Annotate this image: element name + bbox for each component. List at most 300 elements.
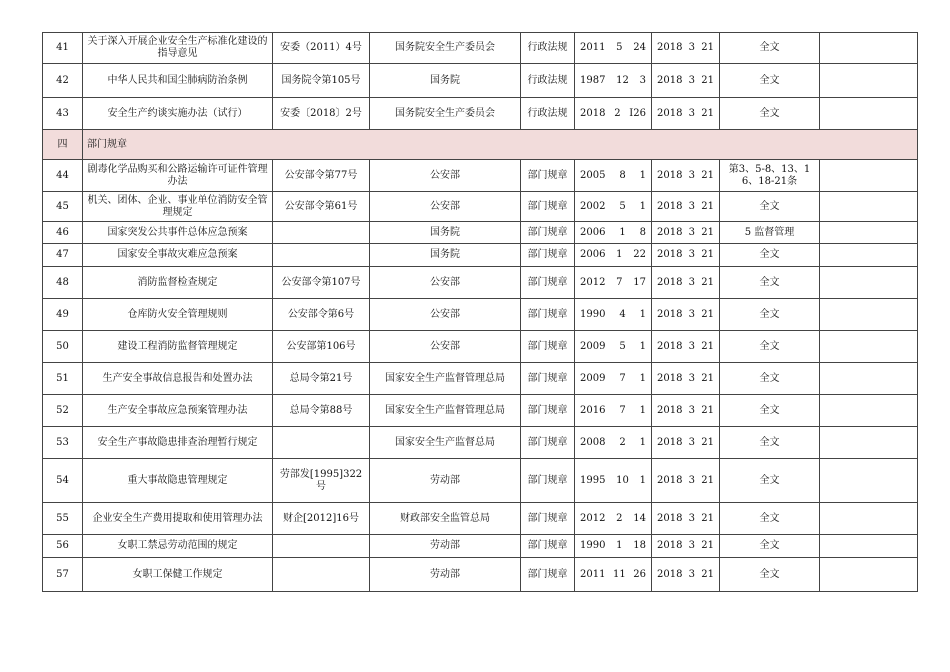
regulation-type-cell: 部门规章 <box>521 299 575 331</box>
regulation-type-cell: 部门规章 <box>521 160 575 192</box>
chk-day: 21 <box>701 404 714 416</box>
chk-month: 3 <box>688 169 696 181</box>
remarks-cell <box>820 395 918 427</box>
issuing-authority-cell: 国务院 <box>370 222 521 244</box>
chk-day: 21 <box>701 200 714 212</box>
pub-year: 2008 <box>580 436 606 448</box>
pub-date-cell <box>575 299 652 331</box>
row-number-cell: 43 <box>43 98 83 130</box>
pub-month: 5 <box>616 42 623 53</box>
table-row <box>43 299 918 331</box>
chk-date <box>654 540 717 552</box>
pub-day: 1 <box>639 308 646 320</box>
chk-year: 2018 <box>657 169 683 181</box>
chk-year: 2018 <box>657 276 683 288</box>
pub-date <box>577 405 649 417</box>
applicable-scope-cell: 全文 <box>720 299 820 331</box>
pub-year: 2011 <box>580 42 606 53</box>
issuing-authority-cell: 劳动部 <box>370 459 521 503</box>
applicable-scope-cell: 5 监督管理 <box>720 222 820 244</box>
chk-date <box>654 341 717 353</box>
pub-year: 2012 <box>580 276 606 288</box>
regulation-name-cell: 仓库防火安全管理规则 <box>83 299 273 331</box>
pub-day: 8 <box>639 226 646 238</box>
pub-date <box>577 277 649 289</box>
chk-year: 2018 <box>657 404 683 416</box>
applicable-scope-cell: 全文 <box>720 363 820 395</box>
issuing-authority-cell: 公安部 <box>370 267 521 299</box>
chk-month: 3 <box>688 308 696 320</box>
remarks-cell <box>820 33 918 64</box>
chk-month: 3 <box>688 249 696 260</box>
pub-year: 2018 <box>580 107 606 119</box>
chk-date <box>654 42 717 54</box>
chk-year: 2018 <box>657 200 683 212</box>
pub-day: 18 <box>633 540 646 551</box>
regulation-type-cell: 部门规章 <box>521 363 575 395</box>
remarks-cell <box>820 535 918 558</box>
issuing-authority-cell: 公安部 <box>370 160 521 192</box>
document-number-cell: 劳部发[1995]322号 <box>273 459 370 503</box>
remarks-cell <box>820 459 918 503</box>
pub-year: 2012 <box>580 512 606 524</box>
pub-month: 7 <box>616 276 623 288</box>
document-number-cell: 公安部令第107号 <box>273 267 370 299</box>
regulation-type-cell: 部门规章 <box>521 192 575 222</box>
row-number-cell: 50 <box>43 331 83 363</box>
issuing-authority-cell: 国务院 <box>370 244 521 267</box>
issuing-authority-cell: 公安部 <box>370 192 521 222</box>
table-row <box>43 427 918 459</box>
regulation-type-cell: 行政法规 <box>521 98 575 130</box>
applicable-scope-cell: 全文 <box>720 558 820 592</box>
regulation-type-cell: 部门规章 <box>521 222 575 244</box>
row-number-cell: 44 <box>43 160 83 192</box>
regulation-name-cell: 关于深入开展企业安全生产标准化建设的指导意见 <box>83 33 273 64</box>
applicable-scope-cell: 全文 <box>720 64 820 98</box>
pub-month: 2 <box>616 512 623 524</box>
regulation-type-cell: 部门规章 <box>521 535 575 558</box>
chk-day: 21 <box>701 107 714 119</box>
applicable-scope-cell: 全文 <box>720 427 820 459</box>
chk-day: 21 <box>701 74 714 86</box>
document-number-cell: 公安部令第77号 <box>273 160 370 192</box>
chk-day: 21 <box>701 568 714 580</box>
document-number-cell: 公安部令第61号 <box>273 192 370 222</box>
chk-month: 3 <box>688 540 696 551</box>
chk-month: 3 <box>688 404 696 416</box>
issuing-authority-cell: 财政部安全监管总局 <box>370 503 521 535</box>
table-row <box>43 331 918 363</box>
regulation-type-cell: 部门规章 <box>521 395 575 427</box>
pub-date <box>577 540 649 552</box>
document-number-cell <box>273 222 370 244</box>
applicable-scope-cell: 全文 <box>720 331 820 363</box>
applicable-scope-cell: 全文 <box>720 535 820 558</box>
regulation-name-cell: 重大事故隐患管理规定 <box>83 459 273 503</box>
pub-day: 1 <box>639 404 646 416</box>
chk-day: 21 <box>701 226 714 238</box>
pub-date-cell <box>575 427 652 459</box>
table-row <box>43 395 918 427</box>
chk-date <box>654 569 717 581</box>
pub-date <box>577 309 649 321</box>
pub-month: 10 <box>616 474 629 486</box>
row-number-cell: 52 <box>43 395 83 427</box>
chk-date-cell <box>652 503 720 535</box>
chk-date-cell <box>652 64 720 98</box>
pub-year: 2009 <box>580 340 606 352</box>
regulation-type-cell: 部门规章 <box>521 331 575 363</box>
regulation-name-cell: 安全生产事故隐患排查治理暂行规定 <box>83 427 273 459</box>
table-row <box>43 244 918 267</box>
row-number-cell: 53 <box>43 427 83 459</box>
document-number-cell: 公安部第106号 <box>273 331 370 363</box>
chk-date <box>654 437 717 449</box>
pub-day: 1 <box>639 200 646 212</box>
pub-day: 24 <box>633 42 646 53</box>
issuing-authority-cell: 公安部 <box>370 299 521 331</box>
regulation-type-cell: 部门规章 <box>521 558 575 592</box>
issuing-authority-cell: 国家安全生产监督管理总局 <box>370 363 521 395</box>
issuing-authority-cell: 国务院安全生产委员会 <box>370 33 521 64</box>
remarks-cell <box>820 222 918 244</box>
pub-date <box>577 42 649 54</box>
row-number-cell: 55 <box>43 503 83 535</box>
chk-date-cell <box>652 160 720 192</box>
chk-date <box>654 475 717 487</box>
regulation-type-cell: 部门规章 <box>521 267 575 299</box>
chk-day: 21 <box>701 276 714 288</box>
chk-year: 2018 <box>657 512 683 524</box>
pub-date-cell <box>575 558 652 592</box>
regulation-name-cell: 生产安全事故应急预案管理办法 <box>83 395 273 427</box>
regulation-name-cell: 消防监督检查规定 <box>83 267 273 299</box>
chk-date <box>654 201 717 213</box>
pub-year: 2011 <box>580 568 606 580</box>
document-number-cell: 安委（2011）4号 <box>273 33 370 64</box>
chk-month: 3 <box>688 340 696 352</box>
table-row <box>43 558 918 592</box>
pub-date <box>577 437 649 449</box>
chk-year: 2018 <box>657 42 683 53</box>
chk-date-cell <box>652 363 720 395</box>
document-number-cell: 安委〔2018〕2号 <box>273 98 370 130</box>
pub-date <box>577 341 649 353</box>
pub-date-cell <box>575 459 652 503</box>
document-number-cell: 财企[2012]16号 <box>273 503 370 535</box>
chk-year: 2018 <box>657 436 683 448</box>
chk-date <box>654 249 717 261</box>
chk-year: 2018 <box>657 568 683 580</box>
chk-day: 21 <box>701 436 714 448</box>
pub-date <box>577 201 649 213</box>
applicable-scope-cell: 第3、5-8、13、16、18-21条 <box>720 160 820 192</box>
chk-date <box>654 108 717 120</box>
pub-date <box>577 373 649 385</box>
pub-day: 17 <box>633 276 646 288</box>
pub-month: 7 <box>619 372 626 384</box>
pub-day: 1 <box>639 474 646 486</box>
chk-date-cell <box>652 192 720 222</box>
remarks-cell <box>820 331 918 363</box>
pub-month: 8 <box>619 169 626 181</box>
pub-month: 2 <box>619 436 626 448</box>
regulation-name-cell: 中华人民共和国尘肺病防治条例 <box>83 64 273 98</box>
pub-date-cell <box>575 363 652 395</box>
regulation-name-cell: 机关、团体、企业、事业单位消防安全管理规定 <box>83 192 273 222</box>
table-row <box>43 503 918 535</box>
chk-day: 21 <box>701 340 714 352</box>
remarks-cell <box>820 192 918 222</box>
document-number-cell: 国务院令第105号 <box>273 64 370 98</box>
pub-month: 5 <box>619 200 626 212</box>
table-row <box>43 98 918 130</box>
pub-day: 1 <box>639 340 646 352</box>
table-row <box>43 222 918 244</box>
chk-date-cell <box>652 98 720 130</box>
chk-date-cell <box>652 331 720 363</box>
pub-month: 12 <box>616 74 629 86</box>
pub-date-cell <box>575 244 652 267</box>
issuing-authority-cell: 劳动部 <box>370 558 521 592</box>
pub-day: 1 <box>639 372 646 384</box>
chk-month: 3 <box>688 107 696 119</box>
row-number-cell: 42 <box>43 64 83 98</box>
pub-month: 1 <box>616 540 623 551</box>
pub-day: 1 <box>639 169 646 181</box>
chk-date-cell <box>652 459 720 503</box>
table-body <box>43 33 918 592</box>
pub-date <box>577 227 649 239</box>
issuing-authority-cell: 国务院安全生产委员会 <box>370 98 521 130</box>
chk-date-cell <box>652 299 720 331</box>
document-number-cell <box>273 535 370 558</box>
pub-date <box>577 513 649 525</box>
chk-day: 21 <box>701 249 714 260</box>
chk-date <box>654 405 717 417</box>
applicable-scope-cell: 全文 <box>720 267 820 299</box>
pub-month: 1 <box>616 249 623 260</box>
chk-day: 21 <box>701 169 714 181</box>
chk-year: 2018 <box>657 249 683 260</box>
remarks-cell <box>820 363 918 395</box>
pub-day: 14 <box>633 512 646 524</box>
pub-date <box>577 75 649 87</box>
table-row <box>43 363 918 395</box>
pub-month: 5 <box>619 340 626 352</box>
row-number-cell: 51 <box>43 363 83 395</box>
regulation-type-cell: 行政法规 <box>521 33 575 64</box>
chk-date <box>654 227 717 239</box>
table-row <box>43 33 918 64</box>
chk-date-cell <box>652 558 720 592</box>
applicable-scope-cell: 全文 <box>720 244 820 267</box>
chk-date <box>654 75 717 87</box>
regulation-type-cell: 行政法规 <box>521 64 575 98</box>
pub-year: 1987 <box>580 74 606 86</box>
chk-month: 3 <box>688 568 696 580</box>
chk-date-cell <box>652 267 720 299</box>
issuing-authority-cell: 国务院 <box>370 64 521 98</box>
pub-date-cell <box>575 535 652 558</box>
chk-month: 3 <box>688 226 696 238</box>
chk-year: 2018 <box>657 340 683 352</box>
chk-date-cell <box>652 535 720 558</box>
chk-year: 2018 <box>657 226 683 238</box>
chk-date <box>654 277 717 289</box>
row-number-cell: 46 <box>43 222 83 244</box>
regulation-type-cell: 部门规章 <box>521 427 575 459</box>
section-header-row <box>43 130 918 160</box>
document-number-cell <box>273 244 370 267</box>
row-number-cell: 57 <box>43 558 83 592</box>
chk-date-cell <box>652 427 720 459</box>
pub-date <box>577 249 649 261</box>
remarks-cell <box>820 558 918 592</box>
table-row <box>43 267 918 299</box>
pub-date-cell <box>575 192 652 222</box>
regulation-name-cell: 女职工禁忌劳动范围的规定 <box>83 535 273 558</box>
pub-date-cell <box>575 267 652 299</box>
document-number-cell <box>273 558 370 592</box>
issuing-authority-cell: 国家安全生产监督管理总局 <box>370 395 521 427</box>
chk-date-cell <box>652 395 720 427</box>
chk-day: 21 <box>701 540 714 551</box>
pub-month: 11 <box>612 568 626 580</box>
table-row <box>43 160 918 192</box>
chk-day: 21 <box>701 372 714 384</box>
pub-year: 1990 <box>580 540 606 551</box>
row-number-cell: 56 <box>43 535 83 558</box>
applicable-scope-cell: 全文 <box>720 192 820 222</box>
chk-date-cell <box>652 244 720 267</box>
pub-date-cell <box>575 160 652 192</box>
chk-month: 3 <box>688 74 696 86</box>
chk-month: 3 <box>688 200 696 212</box>
pub-month: 7 <box>619 404 626 416</box>
regulation-name-cell: 国家突发公共事件总体应急预案 <box>83 222 273 244</box>
pub-day: 26 <box>633 568 646 580</box>
chk-year: 2018 <box>657 540 683 551</box>
pub-date <box>577 108 649 120</box>
document-number-cell: 总局令第21号 <box>273 363 370 395</box>
applicable-scope-cell: 全文 <box>720 98 820 130</box>
chk-year: 2018 <box>657 474 683 486</box>
chk-date <box>654 170 717 182</box>
row-number-cell: 48 <box>43 267 83 299</box>
remarks-cell <box>820 98 918 130</box>
pub-date-cell <box>575 395 652 427</box>
pub-year: 2006 <box>580 226 606 238</box>
table-row <box>43 535 918 558</box>
row-number-cell: 47 <box>43 244 83 267</box>
remarks-cell <box>820 244 918 267</box>
chk-year: 2018 <box>657 372 683 384</box>
applicable-scope-cell: 全文 <box>720 503 820 535</box>
chk-month: 3 <box>688 372 696 384</box>
document-number-cell: 公安部令第6号 <box>273 299 370 331</box>
pub-year: 2002 <box>580 200 606 212</box>
pub-date-cell <box>575 503 652 535</box>
regulation-name-cell: 生产安全事故信息报告和处置办法 <box>83 363 273 395</box>
pub-year: 2009 <box>580 372 606 384</box>
chk-year: 2018 <box>657 308 683 320</box>
chk-month: 3 <box>688 42 696 53</box>
chk-day: 21 <box>701 512 714 524</box>
chk-date <box>654 513 717 525</box>
row-number-cell: 41 <box>43 33 83 64</box>
pub-date-cell <box>575 64 652 98</box>
table-row <box>43 459 918 503</box>
pub-day: 3 <box>639 74 646 86</box>
regulations-table <box>42 32 918 592</box>
pub-date <box>577 569 649 581</box>
chk-year: 2018 <box>657 107 683 119</box>
pub-date-cell <box>575 222 652 244</box>
pub-date-cell <box>575 33 652 64</box>
table-row <box>43 64 918 98</box>
chk-month: 3 <box>688 436 696 448</box>
remarks-cell <box>820 427 918 459</box>
pub-date <box>577 170 649 182</box>
applicable-scope-cell: 全文 <box>720 33 820 64</box>
row-number-cell: 54 <box>43 459 83 503</box>
applicable-scope-cell: 全文 <box>720 459 820 503</box>
section-title: 部门规章 <box>83 130 918 160</box>
table-row <box>43 192 918 222</box>
chk-day: 21 <box>701 42 714 53</box>
chk-day: 21 <box>701 474 714 486</box>
row-number-cell: 45 <box>43 192 83 222</box>
row-number-cell: 49 <box>43 299 83 331</box>
section-number: 四 <box>43 130 83 160</box>
pub-year: 1990 <box>580 308 606 320</box>
regulation-name-cell: 剧毒化学品购买和公路运输许可证件管理办法 <box>83 160 273 192</box>
pub-date-cell <box>575 98 652 130</box>
remarks-cell <box>820 64 918 98</box>
issuing-authority-cell: 公安部 <box>370 331 521 363</box>
remarks-cell <box>820 503 918 535</box>
chk-year: 2018 <box>657 74 683 86</box>
pub-year: 2016 <box>580 404 606 416</box>
pub-date-cell <box>575 331 652 363</box>
pub-day: 22 <box>633 249 646 260</box>
chk-date-cell <box>652 222 720 244</box>
pub-month: 2 <box>614 107 621 119</box>
regulation-name-cell: 国家安全事故灾难应急预案 <box>83 244 273 267</box>
pub-day: I26 <box>629 107 646 119</box>
regulation-name-cell: 安全生产约谈实施办法（试行） <box>83 98 273 130</box>
pub-month: 1 <box>619 226 626 238</box>
chk-date <box>654 373 717 385</box>
pub-year: 2006 <box>580 249 606 260</box>
pub-month: 4 <box>619 308 626 320</box>
document-number-cell <box>273 427 370 459</box>
pub-date <box>577 475 649 487</box>
document-number-cell: 总局令第88号 <box>273 395 370 427</box>
regulation-name-cell: 建设工程消防监督管理规定 <box>83 331 273 363</box>
pub-year: 1995 <box>580 474 606 486</box>
pub-year: 2005 <box>580 169 606 181</box>
issuing-authority-cell: 国家安全生产监督总局 <box>370 427 521 459</box>
regulation-type-cell: 部门规章 <box>521 459 575 503</box>
remarks-cell <box>820 267 918 299</box>
chk-day: 21 <box>701 308 714 320</box>
regulation-name-cell: 女职工保健工作规定 <box>83 558 273 592</box>
remarks-cell <box>820 299 918 331</box>
chk-date-cell <box>652 33 720 64</box>
